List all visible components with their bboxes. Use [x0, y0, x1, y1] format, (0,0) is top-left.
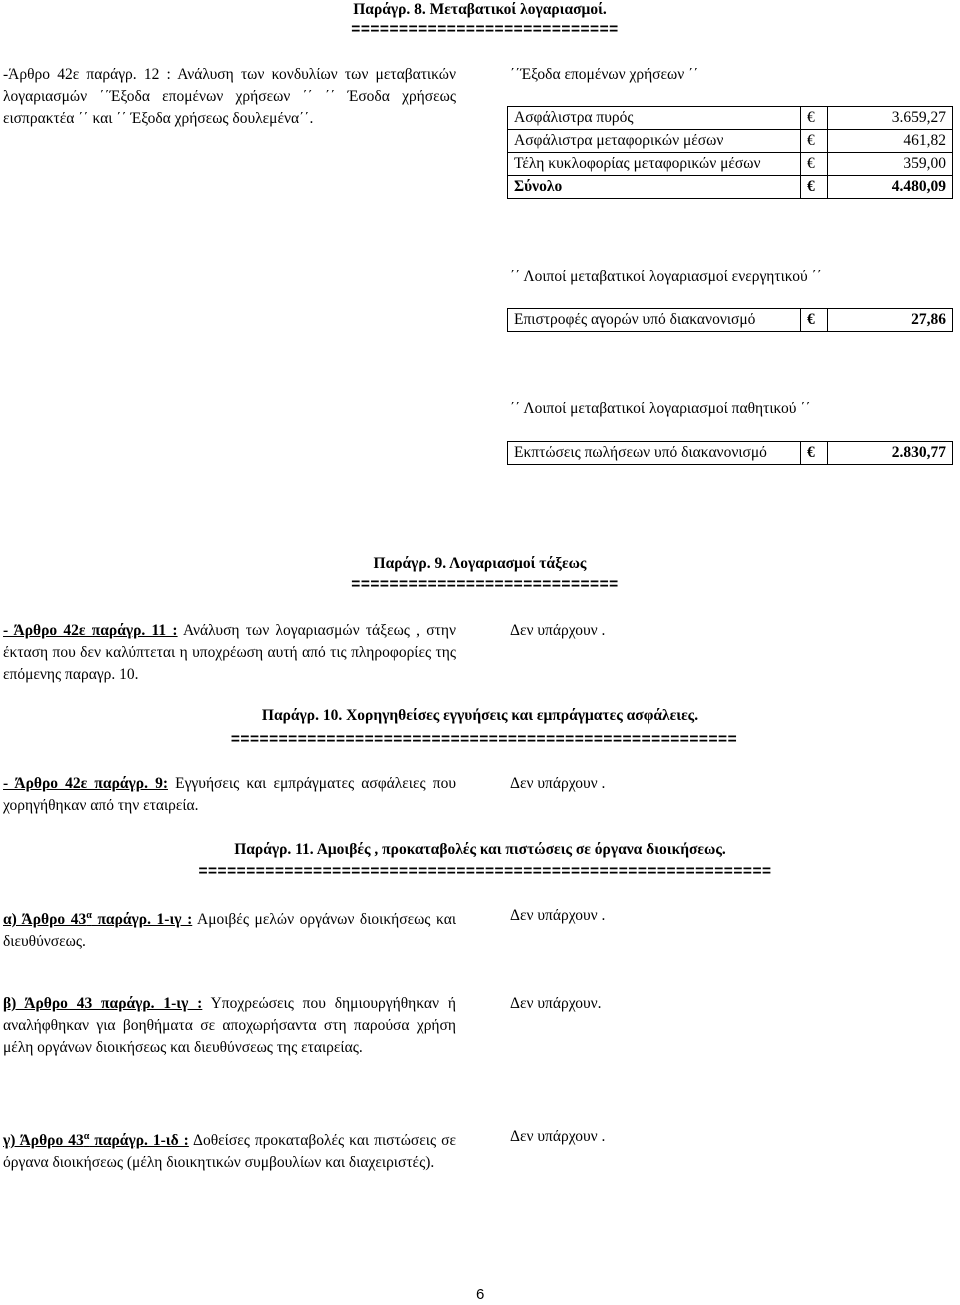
- s11-c-ref-part1: γ) Άρθρο 43: [3, 1132, 84, 1150]
- row-label: Εκπτώσεις πωλήσεων υπό διακανονισμό: [508, 442, 801, 465]
- s10-title: Παράγρ. 10. Χορηγηθείσες εγγυήσεις και εμπράγματες ασφάλειες.: [261, 707, 699, 724]
- s9-description: Ανάλυση των λογαριασμών τάξεως , στην έκταση που δεν καλύπτεται η υποχρέωση αυτή από τις πληροφορίες της επόμενης παραγρ. 10.: [3, 622, 456, 683]
- s11-a-article-ref: [3, 911, 192, 928]
- row-value: 461,82: [828, 130, 953, 153]
- s8-heading-liabilities: ΄΄ Λοιποί μεταβατικοί λογαριασμοί παθητικού ΄΄: [510, 400, 811, 417]
- row-value: 3.659,27: [828, 107, 953, 130]
- row-label: Ασφάλιστρα πυρός: [508, 107, 801, 130]
- s11-c-ref-sup: α: [83, 1131, 90, 1142]
- s11-b-article-ref: β) Άρθρο 43 παράγρ. 1-ιγ :: [3, 995, 203, 1012]
- s9-title: Παράγρ. 9. Λογαριασμοί τάξεως: [373, 555, 587, 572]
- euro-sign: €: [801, 107, 828, 130]
- s11-c-article-ref: [3, 1132, 189, 1149]
- s10-rule: =====================================================: [230, 731, 738, 748]
- row-label: Επιστροφές αγορών υπό διακανονισμό: [508, 309, 801, 332]
- s8-rule: ============================: [351, 21, 619, 38]
- s11-item-b: [3, 993, 456, 1059]
- euro-sign: €: [801, 176, 828, 199]
- euro-sign: €: [801, 130, 828, 153]
- row-value: 27,86: [828, 309, 953, 332]
- s11-a-ref-sup: α: [86, 910, 92, 921]
- total-label: Σύνολο: [508, 176, 801, 199]
- s11-item-a: [3, 905, 456, 953]
- s11-b-status: Δεν υπάρχουν.: [510, 995, 602, 1012]
- table-row: [508, 130, 953, 153]
- s11-c-description: Δοθείσες προκαταβολές και πιστώσεις σε όργανα διοικήσεως (μέλη διοικητικών συμβουλίων και διαχειριστές).: [3, 1132, 456, 1172]
- s11-a-ref-part2: παράγρ. 1-ιγ :: [91, 911, 193, 929]
- s11-c-status: Δεν υπάρχουν .: [510, 1128, 606, 1145]
- s11-rule: ============================================================: [198, 863, 772, 880]
- row-label: Τέλη κυκλοφορίας μεταφορικών μέσων: [508, 153, 801, 176]
- s11-a-ref-part1: α) Άρθρο 43: [3, 911, 87, 929]
- s11-a-description: Αμοιβές μελών οργάνων διοικήσεως και διευθύνσεως.: [3, 911, 456, 951]
- table-row: [508, 309, 953, 332]
- euro-sign: €: [801, 442, 828, 465]
- s10-status: Δεν υπάρχουν .: [510, 775, 606, 792]
- s8-heading-expenses: ΄΄Έξοδα επομένων χρήσεων ΄΄: [510, 66, 699, 83]
- s10-article-ref: - Άρθρο 42ε παράγρ. 9:: [3, 775, 168, 792]
- s11-title: Παράγρ. 11. Αμοιβές , προκαταβολές και πιστώσεις σε όργανα διοικήσεως.: [234, 841, 726, 858]
- s9-article-ref: - Άρθρο 42ε παράγρ. 11 :: [3, 622, 178, 639]
- s8-title: Παράγρ. 8. Μεταβατικοί λογαριασμοί.: [353, 1, 607, 18]
- s11-a-status: Δεν υπάρχουν .: [510, 907, 606, 924]
- s8-left-text: -Άρθρο 42ε παράγρ. 12 : Ανάλυση των κονδυλίων των μεταβατικών λογαριασμών ΄΄Έξοδα επομένων χρήσεων ΄΄ ΄΄ Έσοδα χρήσεως εισπρακτέα ΄΄ και ΄΄ Έξοδα χρήσεως δουλεμένα΄΄.: [3, 66, 456, 127]
- row-value: 2.830,77: [828, 442, 953, 465]
- row-label: Ασφάλιστρα μεταφορικών μέσων: [508, 130, 801, 153]
- table-row: [508, 107, 953, 130]
- table-row: [508, 176, 953, 199]
- s10-description: Εγγυήσεις και εμπράγματες ασφάλειες που χορηγήθηκαν από την εταιρεία.: [3, 775, 456, 814]
- s11-c-ref-part2: παράγρ. 1-ιδ :: [89, 1132, 189, 1150]
- page-number: 6: [476, 1286, 485, 1303]
- liabilities-table: [507, 441, 953, 465]
- row-value: 359,00: [828, 153, 953, 176]
- table-row: [508, 153, 953, 176]
- total-value: 4.480,09: [828, 176, 953, 199]
- s8-heading-assets: ΄΄ Λοιποί μεταβατικοί λογαριασμοί ενεργητικού ΄΄: [510, 268, 822, 285]
- s11-item-c: [3, 1126, 456, 1174]
- euro-sign: €: [801, 153, 828, 176]
- s9-rule: ============================: [351, 576, 619, 593]
- s11-b-description: Υποχρεώσεις που δημιουργήθηκαν ή αναλήφθηκαν για βοηθήματα σε αποχωρήσαντα στη παρούσα χρήση μέλη οργάνων διοικήσεως και διευθύνσεως της εταιρείας.: [3, 995, 456, 1056]
- s9-status: Δεν υπάρχουν .: [510, 622, 606, 639]
- assets-table: [507, 308, 953, 332]
- table-row: [508, 442, 953, 465]
- s9-left-text: [3, 620, 456, 686]
- expenses-table: [507, 106, 953, 199]
- s10-left-text: [3, 773, 456, 817]
- euro-sign: €: [801, 309, 828, 332]
